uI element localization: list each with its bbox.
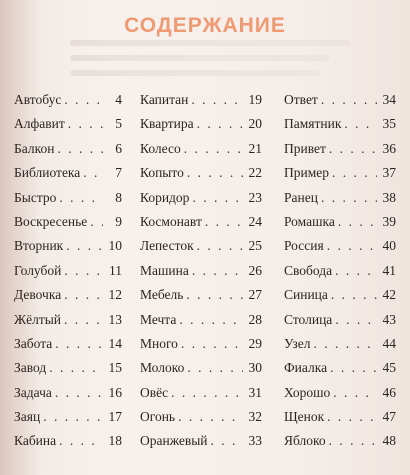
entry-word: Ромашка	[284, 213, 335, 229]
dot-leader	[344, 116, 377, 132]
entry-word: Воскресенье	[14, 213, 88, 229]
contents-entry	[140, 433, 262, 457]
entry-page-number: 47	[382, 409, 396, 425]
entry-word: Щенок	[284, 409, 325, 425]
dot-leader	[333, 385, 377, 401]
contents-entry	[140, 336, 262, 360]
dot-leader	[55, 385, 103, 401]
entry-page-number: 37	[382, 165, 396, 181]
entry-page-number: 9	[115, 213, 122, 229]
entry-word: Задача	[14, 384, 52, 400]
contents-entry	[284, 409, 396, 433]
entry-page-number: 23	[248, 189, 262, 205]
entry-word: Ранец	[284, 189, 318, 205]
contents-entry	[140, 141, 262, 165]
contents-entry	[14, 263, 122, 287]
entry-word: Привет	[284, 140, 326, 156]
entry-word: Капитан	[140, 92, 189, 107]
contents-entry	[14, 312, 122, 336]
page-title: СОДЕРЖАНИЕ	[124, 14, 286, 37]
dot-leader	[331, 287, 377, 303]
dot-leader	[64, 312, 103, 328]
contents-entry	[140, 190, 262, 214]
dot-leader	[181, 336, 243, 352]
contents-entry	[14, 165, 122, 189]
entry-page-number: 42	[382, 287, 396, 303]
dot-leader	[68, 116, 103, 132]
contents-entry	[14, 385, 122, 409]
show-through-line	[70, 70, 320, 76]
entry-page-number: 18	[108, 433, 122, 449]
entry-word: Мечта	[140, 311, 177, 327]
entry-page-number: 16	[108, 384, 122, 400]
contents-entry	[14, 433, 122, 457]
dot-leader	[55, 336, 103, 352]
entry-page-number: 5	[115, 116, 122, 132]
entry-word: Квартира	[140, 116, 194, 132]
dot-leader	[43, 409, 103, 425]
entry-word: Много	[140, 335, 178, 351]
entry-page-number: 32	[248, 409, 262, 425]
entry-page-number: 14	[108, 335, 122, 351]
contents-entry	[14, 409, 122, 433]
contents-entry	[14, 287, 122, 311]
entry-page-number: 44	[382, 335, 396, 351]
contents-column-3	[284, 92, 396, 458]
contents-entry	[284, 312, 396, 336]
contents-entry	[14, 92, 122, 116]
dot-leader	[329, 141, 377, 157]
entry-word: Жёлтый	[14, 311, 62, 327]
entry-word: Огонь	[140, 409, 176, 425]
contents-entry	[14, 141, 122, 165]
contents-entry	[140, 263, 262, 287]
dot-leader	[332, 165, 377, 181]
dot-leader	[327, 409, 377, 425]
contents-entry	[140, 385, 262, 409]
contents-entry	[14, 190, 122, 214]
contents-entry	[140, 92, 262, 116]
entry-word: Голубой	[14, 262, 62, 278]
entry-page-number: 25	[248, 238, 262, 254]
show-through-text	[70, 40, 370, 85]
dot-leader	[64, 287, 103, 303]
dot-leader	[64, 263, 103, 279]
entry-word: Столица	[284, 311, 333, 327]
entry-word: Космонавт	[140, 213, 202, 229]
entry-word: Колесо	[140, 140, 181, 156]
entry-page-number: 45	[382, 360, 396, 376]
dot-leader	[330, 360, 377, 376]
entry-word: Лепесток	[140, 238, 194, 254]
entry-page-number: 22	[248, 165, 262, 181]
entry-word: Забота	[14, 335, 53, 351]
entry-word: Автобус	[14, 92, 62, 107]
entry-word: Копыто	[140, 165, 184, 181]
entry-word: Кабина	[14, 433, 57, 449]
entry-word: Завод	[14, 360, 47, 376]
contents-entry	[284, 165, 396, 189]
entry-word: Россия	[284, 238, 324, 254]
dot-leader	[171, 385, 243, 401]
entry-word: Оранжевый	[140, 433, 208, 449]
entry-page-number: 43	[382, 311, 396, 327]
entry-page-number: 21	[248, 140, 262, 156]
contents-entry	[284, 385, 396, 409]
dot-leader	[187, 360, 243, 376]
entry-word: Яблоко	[284, 433, 326, 449]
dot-leader	[57, 141, 103, 157]
contents-entry	[284, 92, 396, 116]
dot-leader	[191, 92, 243, 108]
dot-leader	[186, 287, 243, 303]
dot-leader	[184, 141, 243, 157]
entry-word: Заяц	[14, 409, 41, 425]
dot-leader	[197, 116, 243, 132]
entry-page-number: 38	[382, 189, 396, 205]
contents-entry	[140, 238, 262, 262]
contents-entry	[284, 433, 396, 457]
dot-leader	[178, 409, 243, 425]
contents-entry	[284, 360, 396, 384]
contents-entry	[284, 263, 396, 287]
dot-leader	[179, 312, 243, 328]
show-through-line	[70, 55, 330, 61]
entry-page-number: 20	[248, 116, 262, 132]
entry-page-number: 17	[108, 409, 122, 425]
contents-entry	[284, 238, 396, 262]
contents-entry	[140, 409, 262, 433]
entry-page-number: 26	[248, 262, 262, 278]
entry-page-number: 19	[248, 92, 262, 107]
entry-page-number: 48	[382, 433, 396, 449]
dot-leader	[321, 92, 377, 108]
entry-page-number: 35	[382, 116, 396, 132]
contents-entry	[14, 238, 122, 262]
entry-page-number: 6	[115, 140, 122, 156]
contents-entry	[140, 165, 262, 189]
dot-leader	[321, 190, 377, 206]
entry-page-number: 36	[382, 140, 396, 156]
contents-entry	[284, 141, 396, 165]
dot-leader	[59, 190, 103, 206]
contents-entry	[284, 116, 396, 140]
entry-word: Вторник	[14, 238, 64, 254]
entry-page-number: 46	[382, 384, 396, 400]
entry-word: Девочка	[14, 287, 62, 303]
entry-page-number: 15	[108, 360, 122, 376]
entry-word: Овёс	[140, 384, 169, 400]
entry-page-number: 28	[248, 311, 262, 327]
entry-page-number: 27	[248, 287, 262, 303]
entry-word: Хорошо	[284, 384, 331, 400]
contents-entry	[14, 336, 122, 360]
entry-word: Узел	[284, 335, 311, 351]
contents-column-2	[140, 92, 262, 458]
entry-page-number: 11	[109, 262, 122, 278]
entry-word: Библиотека	[14, 165, 81, 181]
contents-entry	[140, 312, 262, 336]
entry-page-number: 10	[108, 238, 122, 254]
entry-word: Быстро	[14, 189, 57, 205]
entry-word: Алфавит	[14, 116, 65, 132]
entry-word: Молоко	[140, 360, 185, 376]
dot-leader	[192, 263, 243, 279]
entry-word: Памятник	[284, 116, 342, 132]
contents-entry	[284, 190, 396, 214]
contents-table	[0, 92, 410, 467]
contents-entry	[14, 214, 122, 238]
dot-leader	[66, 238, 103, 254]
entry-page-number: 13	[108, 311, 122, 327]
contents-entry	[14, 360, 122, 384]
entry-page-number: 39	[382, 213, 396, 229]
dot-leader	[211, 433, 243, 449]
entry-page-number: 12	[108, 287, 122, 303]
show-through-line	[70, 40, 350, 46]
entry-page-number: 41	[382, 262, 396, 278]
entry-page-number: 30	[248, 360, 262, 376]
entry-word: Свобода	[284, 262, 333, 278]
dot-leader	[335, 263, 377, 279]
contents-entry	[284, 214, 396, 238]
dot-leader	[205, 214, 243, 230]
entry-page-number: 34	[382, 92, 396, 107]
entry-page-number: 7	[115, 165, 122, 181]
entry-word: Пример	[284, 165, 330, 181]
dot-leader	[338, 214, 377, 230]
entry-page-number: 4	[115, 92, 122, 107]
dot-leader	[192, 190, 243, 206]
dot-leader	[90, 214, 103, 230]
entry-page-number: 8	[115, 189, 122, 205]
contents-entry	[140, 287, 262, 311]
entry-word: Машина	[140, 262, 189, 278]
dot-leader	[83, 165, 103, 181]
dot-leader	[313, 336, 377, 352]
entry-page-number: 33	[248, 433, 262, 449]
contents-entry	[284, 336, 396, 360]
dot-leader	[59, 433, 103, 449]
contents-entry	[140, 214, 262, 238]
dot-leader	[187, 165, 243, 181]
entry-word: Ответ	[284, 92, 318, 107]
entry-word: Коридор	[140, 189, 190, 205]
entry-word: Балкон	[14, 140, 55, 156]
dot-leader	[327, 238, 377, 254]
contents-column-1	[14, 92, 122, 458]
dot-leader	[335, 312, 377, 328]
entry-word: Фиалка	[284, 360, 328, 376]
contents-entry	[284, 287, 396, 311]
dot-leader	[197, 238, 243, 254]
entry-word: Синица	[284, 287, 328, 303]
contents-entry	[14, 116, 122, 140]
contents-entry	[140, 116, 262, 140]
entry-page-number: 31	[248, 384, 262, 400]
dot-leader	[329, 433, 377, 449]
entry-word: Мебель	[140, 287, 184, 303]
dot-leader	[49, 360, 103, 376]
dot-leader	[64, 92, 103, 108]
contents-entry	[140, 360, 262, 384]
entry-page-number: 24	[248, 213, 262, 229]
entry-page-number: 40	[382, 238, 396, 254]
entry-page-number: 29	[248, 335, 262, 351]
